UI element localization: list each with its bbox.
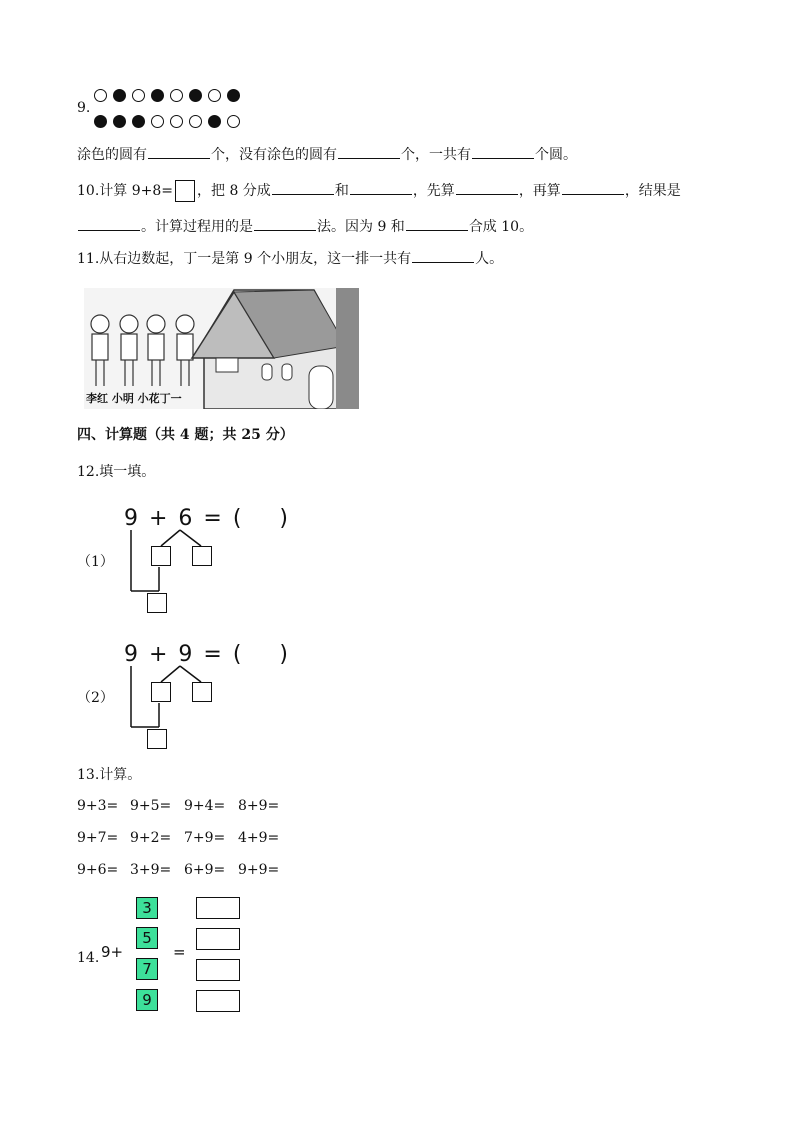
- q10-blank-6[interactable]: [254, 216, 316, 231]
- q10-part-3: 和: [334, 183, 349, 199]
- row2-circle: [151, 115, 164, 128]
- q10-blank-1[interactable]: [272, 180, 334, 195]
- q9-text-a: 涂色的圆有: [77, 147, 147, 163]
- q13-expression: 9+2=: [130, 830, 172, 846]
- q12-part-2: [77, 636, 317, 756]
- q14-number: 14.: [77, 950, 100, 966]
- q13-expression: 6+9=: [184, 862, 226, 878]
- row1-circle: [189, 89, 202, 102]
- row2-circle: [132, 115, 145, 128]
- q12-part-1-equation: 9 + 6 = ( ): [124, 506, 290, 531]
- q9-number: 9.: [77, 100, 91, 116]
- q13-expression: 9+7=: [77, 830, 119, 846]
- q10-part-2: ，把 8 分成: [197, 183, 271, 199]
- q12-part-1-split-box-left[interactable]: [151, 546, 171, 566]
- q11-caption: 李红 小明 小花丁一: [86, 392, 182, 405]
- q10-part-1: 10.计算 9+8=: [77, 183, 173, 199]
- q10-blank-7[interactable]: [406, 216, 468, 231]
- row2-circle: [208, 115, 221, 128]
- q14-answer-box[interactable]: [196, 990, 240, 1012]
- q9-circle-row-1: [94, 85, 246, 104]
- q14-prefix: 9+: [101, 943, 124, 961]
- q11-illustration: [84, 288, 359, 409]
- q12-part-2-equation: 9 + 9 = ( ): [124, 642, 290, 667]
- q12-part-1-label: （1）: [77, 554, 114, 570]
- row2-circle: [170, 115, 183, 128]
- q10-blank-5[interactable]: [78, 216, 140, 231]
- q13-expression: 9+4=: [184, 798, 226, 814]
- q14-answer-box[interactable]: [196, 959, 240, 981]
- q12-part-2-label: （2）: [77, 690, 114, 706]
- row1-circle: [208, 89, 221, 102]
- row2-circle: [189, 115, 202, 128]
- q9-blank-total[interactable]: [472, 144, 534, 159]
- q13-title: 13.计算。: [77, 767, 142, 783]
- q14-answer-box[interactable]: [196, 897, 240, 919]
- q11-blank[interactable]: [412, 248, 474, 263]
- q9-blank-uncolored[interactable]: [338, 144, 400, 159]
- q12-part-1-sum-box[interactable]: [147, 593, 167, 613]
- section-4-title: 四、计算题（共 4 题；共 25 分）: [77, 427, 294, 443]
- q10-answer-box[interactable]: [175, 180, 195, 202]
- q10-blank-4[interactable]: [562, 180, 624, 195]
- row1-circle: [151, 89, 164, 102]
- row1-circle: [113, 89, 126, 102]
- q12-title: 12.填一填。: [77, 464, 156, 480]
- row1-circle: [170, 89, 183, 102]
- q10-blank-3[interactable]: [456, 180, 518, 195]
- q10-part-7: 。计算过程用的是: [141, 219, 253, 235]
- q14-addend-box: 7: [136, 958, 158, 980]
- q9-text: [77, 144, 577, 165]
- q11-text: [77, 248, 503, 269]
- row1-circle: [94, 89, 107, 102]
- row2-circle: [113, 115, 126, 128]
- q10-part-9: 合成 10。: [468, 219, 534, 235]
- row1-circle: [132, 89, 145, 102]
- q12-part-2-sum-box[interactable]: [147, 729, 167, 749]
- q9-blank-colored[interactable]: [148, 144, 210, 159]
- q9-circle-row-2: [94, 111, 246, 130]
- q9-text-c: 个，一共有: [401, 147, 471, 163]
- q10-part-5: ，再算: [518, 183, 561, 199]
- row1-circle: [227, 89, 240, 102]
- q13-expression: 9+9=: [238, 862, 280, 878]
- q9-text-d: 个圆。: [535, 147, 577, 163]
- q9-text-b: 个，没有涂色的圆有: [211, 147, 337, 163]
- q13-expression: 9+6=: [77, 862, 119, 878]
- q14-addend-box: 5: [136, 927, 158, 949]
- q13-expression: 8+9=: [238, 798, 280, 814]
- q10-part-6: ，结果是: [624, 183, 681, 199]
- q13-expression: 4+9=: [238, 830, 280, 846]
- q10-part-4: ，先算: [412, 183, 455, 199]
- q13-expression: 9+3=: [77, 798, 119, 814]
- q14-equals: =: [173, 943, 186, 961]
- q10-line-1: [77, 180, 681, 202]
- q13-expression: 9+5=: [130, 798, 172, 814]
- q11-text-b: 人。: [475, 251, 504, 267]
- q10-part-8: 法。因为 9 和: [317, 219, 405, 235]
- q14-answer-box[interactable]: [196, 928, 240, 950]
- q12-part-2-split-box-right[interactable]: [192, 682, 212, 702]
- row2-circle: [227, 115, 240, 128]
- q13-expression: 7+9=: [184, 830, 226, 846]
- row2-circle: [94, 115, 107, 128]
- children-house-image: [84, 288, 359, 409]
- q14-addend-box: 3: [136, 897, 158, 919]
- q10-line-2: [77, 216, 533, 237]
- q12-part-1: [77, 500, 317, 620]
- q14-addend-box: 9: [136, 989, 158, 1011]
- q13-expression: 3+9=: [130, 862, 172, 878]
- q12-part-1-split-box-right[interactable]: [192, 546, 212, 566]
- q10-blank-2[interactable]: [350, 180, 412, 195]
- q11-text-a: 11.从右边数起，丁一是第 9 个小朋友，这一排一共有: [77, 251, 412, 267]
- q12-part-2-split-box-left[interactable]: [151, 682, 171, 702]
